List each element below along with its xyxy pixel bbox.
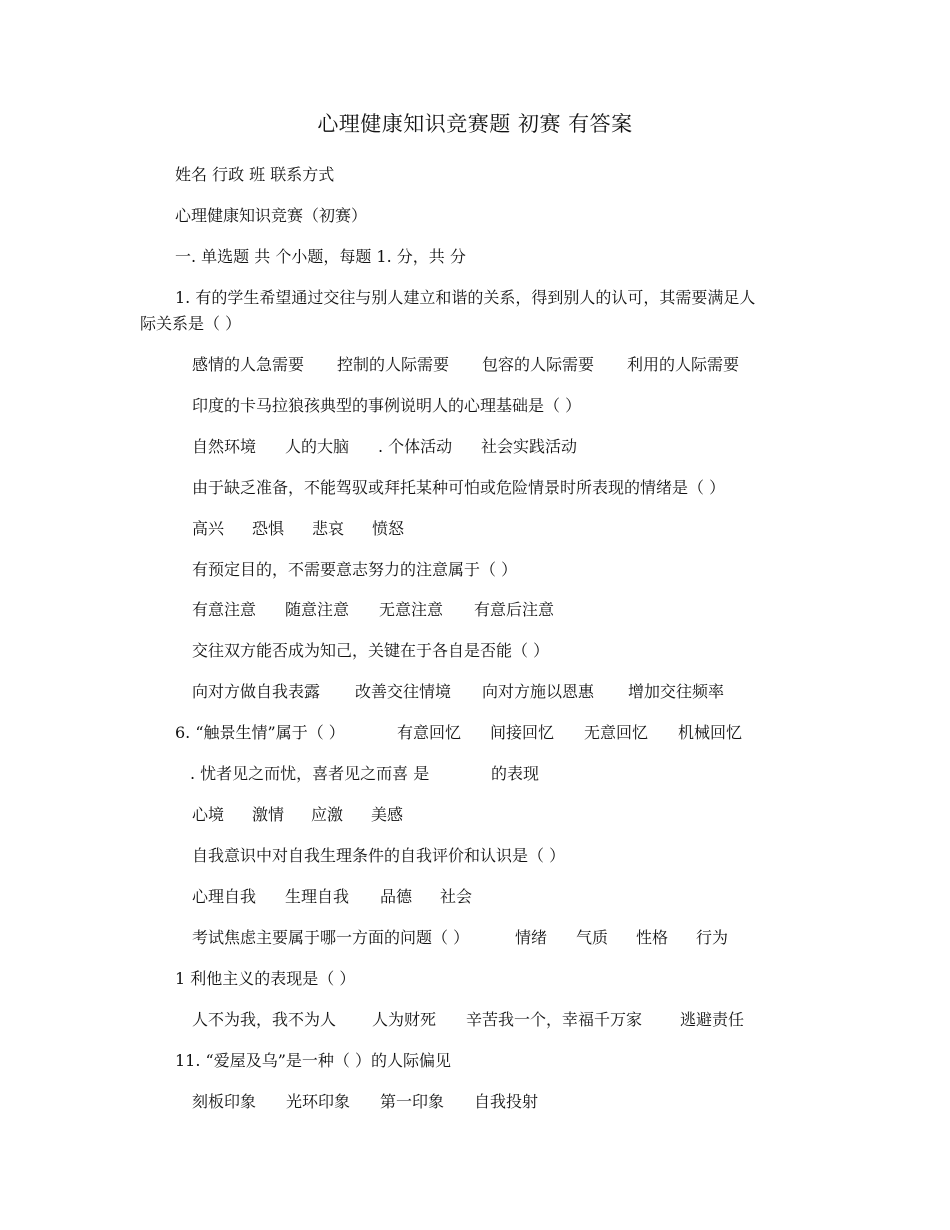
option: 人为财死 xyxy=(372,1010,437,1029)
question-6-text: 6. “触景生情”属于（ ） xyxy=(175,723,345,742)
option: 感情的人急需要 xyxy=(192,355,305,374)
option: 情绪 xyxy=(515,928,548,947)
option: 人的大脑 xyxy=(285,437,350,456)
option: 心境 xyxy=(192,805,225,824)
section-heading: 心理健康知识竞赛（初赛） xyxy=(175,206,368,225)
question-4-text: 有预定目的，不需要意志努力的注意属于（ ） xyxy=(192,560,518,579)
question-5-text: 交往双方能否成为知己，关键在于各自是否能（ ） xyxy=(192,641,550,660)
option: 性格 xyxy=(636,928,669,947)
option: 悲哀 xyxy=(312,519,345,538)
option: 包容的人际需要 xyxy=(482,355,595,374)
option: 有意后注意 xyxy=(474,600,555,619)
option: 美感 xyxy=(371,805,404,824)
option: 愤怒 xyxy=(372,519,405,538)
option: 改善交往情境 xyxy=(355,682,452,701)
option: 高兴 xyxy=(192,519,225,538)
option: 有意回忆 xyxy=(397,723,462,742)
option: 行为 xyxy=(696,928,729,947)
option: 恐惧 xyxy=(252,519,285,538)
option: 向对方做自我表露 xyxy=(192,682,321,701)
option: 随意注意 xyxy=(285,600,350,619)
option: 社会 xyxy=(440,887,473,906)
option: 机械回忆 xyxy=(678,723,743,742)
option: 向对方施以恩惠 xyxy=(482,682,595,701)
question-7-text-end: 的表现 xyxy=(491,764,540,783)
info-line: 姓名 行政 班 联系方式 xyxy=(175,165,335,184)
option: 心理自我 xyxy=(192,887,257,906)
question-9-text: 考试焦虑主要属于哪一方面的问题（ ） xyxy=(192,928,470,947)
option: 辛苦我一个，幸福千万家 xyxy=(466,1010,643,1029)
option: 第一印象 xyxy=(380,1092,445,1111)
option: 无意回忆 xyxy=(584,723,649,742)
question-type-heading: 一. 单选题 共 个小题，每题 1. 分，共 分 xyxy=(175,247,466,266)
option: 控制的人际需要 xyxy=(337,355,450,374)
option: 逃避责任 xyxy=(680,1010,745,1029)
option: 增加交往频率 xyxy=(628,682,725,701)
document-title: 心理健康知识竞赛题 初赛 有答案 xyxy=(317,112,633,136)
question-10-text: 1 利他主义的表现是（ ） xyxy=(175,969,356,988)
option: 气质 xyxy=(576,928,609,947)
option: 利用的人际需要 xyxy=(627,355,740,374)
option: . 个体活动 xyxy=(378,437,453,456)
question-7-text: . 忧者见之而忧，喜者见之而喜 是 xyxy=(190,764,430,783)
option: 生理自我 xyxy=(285,887,350,906)
question-1-text: 1. 有的学生希望通过交往与别人建立和谐的关系，得到别人的认可，其需要满足人 xyxy=(175,288,756,307)
option: 人不为我，我不为人 xyxy=(192,1010,337,1029)
question-3-text: 由于缺乏准备，不能驾驭或拜托某种可怕或危险情景时所表现的情绪是（ ） xyxy=(192,478,726,497)
option: 应激 xyxy=(311,805,344,824)
question-2-text: 印度的卡马拉狼孩典型的事例说明人的心理基础是（ ） xyxy=(192,396,582,415)
question-8-text: 自我意识中对自我生理条件的自我评价和认识是（ ） xyxy=(192,846,566,865)
option: 刻板印象 xyxy=(192,1092,257,1111)
option: 自我投射 xyxy=(474,1092,539,1111)
option: 无意注意 xyxy=(379,600,444,619)
option: 激情 xyxy=(252,805,285,824)
question-1-text-cont: 际关系是（ ） xyxy=(140,314,242,333)
option: 光环印象 xyxy=(286,1092,351,1111)
option: 间接回忆 xyxy=(490,723,555,742)
option: 自然环境 xyxy=(192,437,257,456)
option: 有意注意 xyxy=(192,600,257,619)
question-11-text: 11. “爱屋及乌”是一种（ ）的人际偏见 xyxy=(175,1051,451,1070)
option: 社会实践活动 xyxy=(481,437,578,456)
option: 品德 xyxy=(380,887,413,906)
